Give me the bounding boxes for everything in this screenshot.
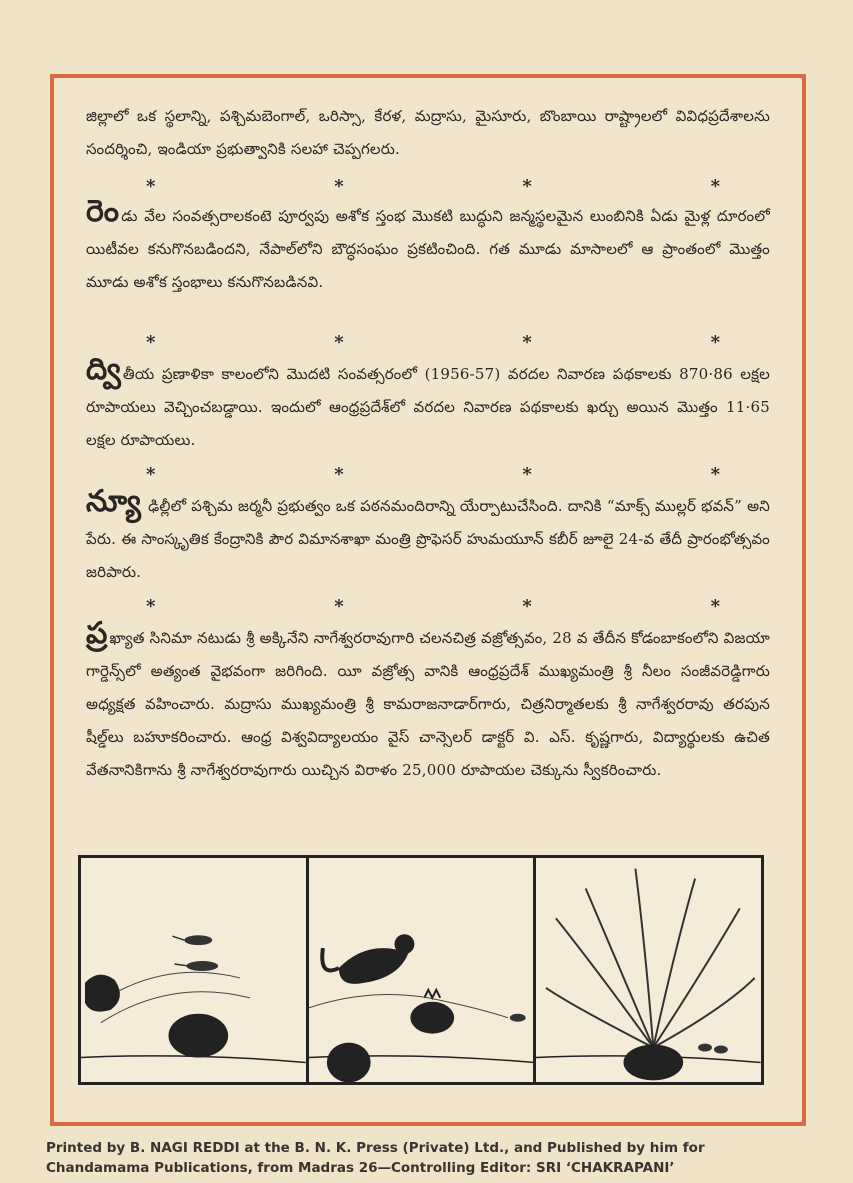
comic-panel-2 bbox=[309, 858, 537, 1082]
separator-stars bbox=[86, 176, 770, 196]
paragraph-4 bbox=[86, 484, 770, 589]
separator-stars bbox=[86, 464, 770, 484]
star: * bbox=[522, 464, 532, 485]
paragraph-text: డు వేల సంవత్సరాలకంటె పూర్వపు అశోక స్తంభ మొకటి బుద్ధుని జన్మస్థలమైన లుంబినికి ఏడు మైళ్ల దూరంలో యిటీవల కనుగొనబడిందని, నేపాల్‌లోని బౌద్ధసంఘం ప్రకటించింది. గత మూడు మాసాలలో ఆ ప్రాంతంలో మొత్తం మూడు అశోక స్తంభాలు కనుగొనబడినవి. bbox=[86, 207, 770, 291]
paragraph-text: ఢిల్లీలో పశ్చిమ జర్మనీ ప్రభుత్వం ఒక పఠనమందిరాన్ని యేర్పాటుచేసింది. దానికి “మాక్స్ ముల్లర్ భవన్” అని పేరు. ఈ సాంస్కృతిక కేంద్రానికి పౌర విమానశాఖా మంత్రి ప్రొఫెసర్ హుమయూన్ కబీర్ జూలై 24-వ తేదీ ప్రారంభోత్సవం జరిపారు. bbox=[86, 497, 770, 581]
star: * bbox=[522, 176, 532, 197]
star: * bbox=[522, 332, 532, 353]
paragraph-1 bbox=[86, 100, 770, 166]
star: * bbox=[334, 332, 344, 353]
star: * bbox=[146, 176, 156, 197]
separator-stars bbox=[86, 596, 770, 616]
star: * bbox=[710, 176, 720, 197]
paragraph-text: జిల్లాలో ఒక స్థలాన్ని, పశ్చిమబెంగాల్, ఒరిస్సా, కేరళ, మద్రాసు, మైసూరు, బొంబాయి రాష్ట్రాలలో వివిధప్రదేశాలను సందర్శించి, ఇండియా ప్రభుత్వానికి సలహా చెప్పగలరు. bbox=[86, 107, 770, 158]
comic-panel-1 bbox=[81, 858, 309, 1082]
publisher-imprint bbox=[46, 1138, 816, 1178]
fireworks-pot-illustration bbox=[536, 858, 761, 1082]
star: * bbox=[522, 596, 532, 617]
star: * bbox=[710, 464, 720, 485]
star: * bbox=[334, 464, 344, 485]
separator-stars bbox=[86, 332, 770, 352]
paragraph-5 bbox=[86, 616, 770, 787]
cat-and-mice-illustration bbox=[81, 858, 306, 1082]
imprint-line-1: Printed by B. NAGI REDDI at the B. N. K. Press (Private) Ltd., and Published by him for bbox=[46, 1140, 705, 1156]
star: * bbox=[146, 596, 156, 617]
dropcap: న్యూ bbox=[86, 484, 142, 519]
imprint-line-2: Chandamama Publications, from Madras 26—Controlling Editor: SRI ‘CHAKRAPANI’ bbox=[46, 1160, 675, 1176]
paragraph-3 bbox=[86, 352, 770, 457]
dropcap: రెం bbox=[86, 194, 120, 229]
comic-panel-3 bbox=[536, 858, 761, 1082]
paragraph-text: ఖ్యాత సినిమా నటుడు శ్రీ అక్కినేని నాగేశ్వరరావుగారి చలనచిత్ర వజ్రోత్సవం, 28 వ తేదీన కోడంబాకంలోని విజయా గార్డెన్స్‌లో అత్యంత వైభవంగా జరిగింది. యీ వజ్రోత్స వానికి ఆంధ్రప్రదేశ్ ముఖ్యమంత్రి శ్రీ నీలం సంజీవరెడ్డిగారు అధ్యక్షత వహించారు. మద్రాసు ముఖ్యమంత్రి శ్రీ కామరాజనాడార్‌గారు, చిత్రనిర్మాతలకు శ్రీ నాగేశ్వరరావు తరపున షీల్డ్‌లు బహూకరించారు. ఆంధ్ర విశ్వవిద్యాలయం వైస్ చాన్సెలర్ డాక్టర్ వి. ఎస్. కృష్ణగారు, విద్యార్థులకు ఉచిత వేతనానికిగాను శ్రీ నాగేశ్వరరావుగారు యిచ్చిన విరాళం 25,000 రూపాయల చెక్కును స్వీకరించారు. bbox=[86, 629, 770, 779]
star: * bbox=[146, 332, 156, 353]
dropcap: ద్వి bbox=[86, 352, 121, 387]
comic-strip bbox=[78, 855, 764, 1085]
jumping-cat-illustration bbox=[309, 858, 534, 1082]
star: * bbox=[334, 596, 344, 617]
star: * bbox=[334, 176, 344, 197]
star: * bbox=[710, 332, 720, 353]
dropcap: ప్ర bbox=[86, 616, 108, 651]
paragraph-2 bbox=[86, 194, 770, 299]
star: * bbox=[710, 596, 720, 617]
star: * bbox=[146, 464, 156, 485]
paragraph-text: తీయ ప్రణాళికా కాలంలోని మొదటి సంవత్సరంలో (1956-57) వరదల నివారణ పథకాలకు 870·86 లక్షల రూపాయలు వెచ్చించబడ్డాయి. ఇందులో ఆంధ్రప్రదేశ్‌లో వరదల నివారణ పథకాలకు ఖర్చు అయిన మొత్తం 11·65 లక్షల రూపాయలు. bbox=[86, 365, 770, 449]
